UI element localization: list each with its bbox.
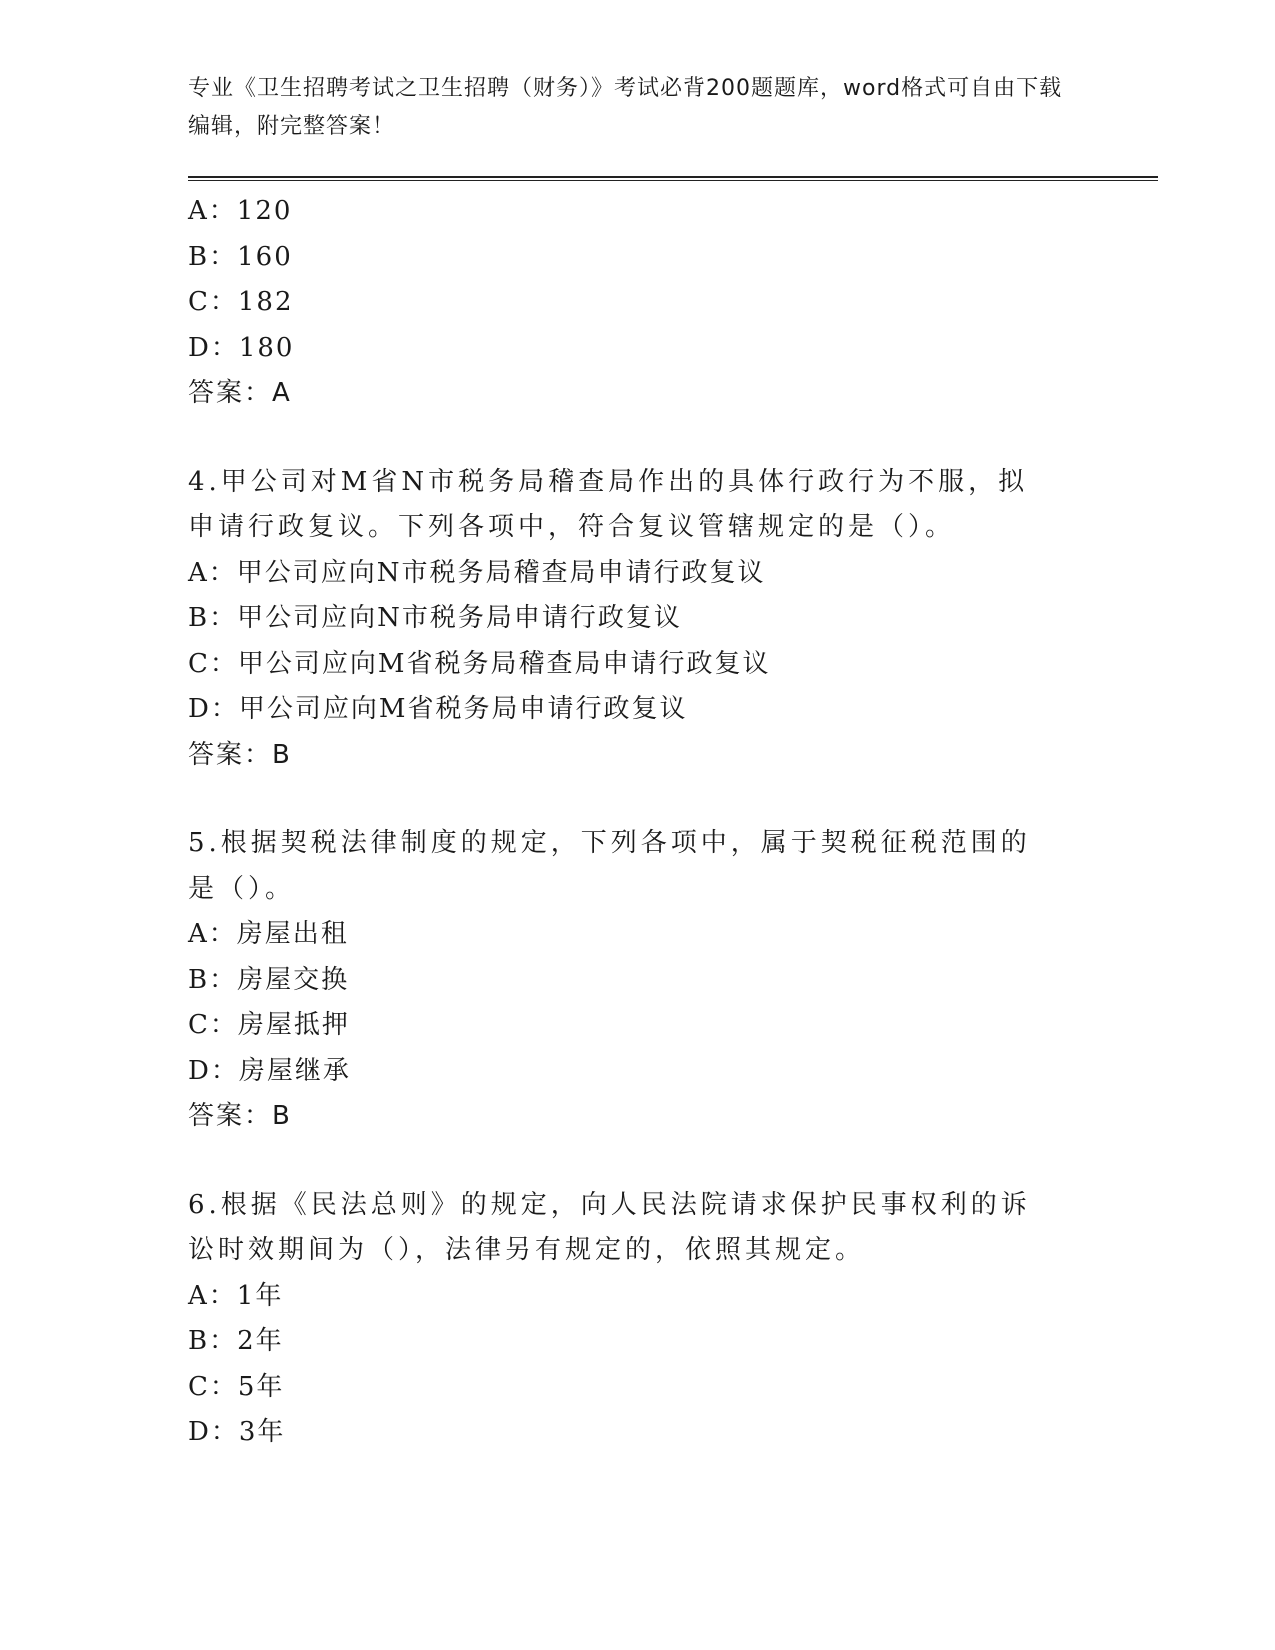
option-b: B：160 — [188, 241, 293, 272]
question-text: 5.根据契税法律制度的规定，下列各项中，属于契税征税范围的是（）。 — [188, 828, 1031, 904]
option-c: C：182 — [188, 287, 294, 317]
option-d: D：房屋继承 — [188, 1055, 351, 1086]
answer-label: 答案：B — [188, 1101, 292, 1131]
option-d: D：甲公司应向M省税务局申请行政复议 — [188, 694, 688, 724]
option-c: C：房屋抵押 — [188, 1010, 350, 1040]
option-c: C：甲公司应向M省税务局稽查局申请行政复议 — [188, 648, 771, 679]
answer-label: 答案：B — [188, 739, 292, 770]
option-d: D：3年 — [188, 1417, 286, 1447]
option-b: B：甲公司应向N市税务局申请行政复议 — [188, 603, 682, 633]
option-a: A：120 — [188, 196, 293, 226]
question-6 — [188, 1183, 1158, 1456]
option-c: C：5年 — [188, 1371, 285, 1402]
question-list — [188, 189, 1158, 1456]
question-4 — [188, 460, 1158, 779]
question-text: 4.甲公司对M省N市税务局稽查局作出的具体行政行为不服，拟申请行政复议。下列各项中，符合复议管辖规定的是（）。 — [188, 466, 1029, 542]
option-a: A：甲公司应向N市税务局稽查局申请行政复议 — [188, 557, 766, 588]
question-text: 6.根据《民法总则》的规定，向人民法院请求保护民事权利的诉讼时效期间为（），法律另有规定的，依照其规定。 — [188, 1189, 1031, 1265]
option-a: A：1年 — [188, 1280, 284, 1311]
document-page — [188, 70, 1158, 1456]
document-header: 专业《卫生招聘考试之卫生招聘（财务）》考试必背200题题库，word格式可自由下载编辑，附完整答案！ — [188, 76, 1063, 139]
answer-label: 答案：A — [188, 378, 292, 408]
option-a: A：房屋出租 — [188, 919, 349, 949]
option-b: B：房屋交换 — [188, 964, 350, 995]
question-3-continued — [188, 189, 1158, 417]
option-b: B：2年 — [188, 1326, 284, 1356]
option-d: D：180 — [188, 332, 295, 363]
header-divider — [188, 176, 1158, 181]
question-5 — [188, 821, 1158, 1140]
